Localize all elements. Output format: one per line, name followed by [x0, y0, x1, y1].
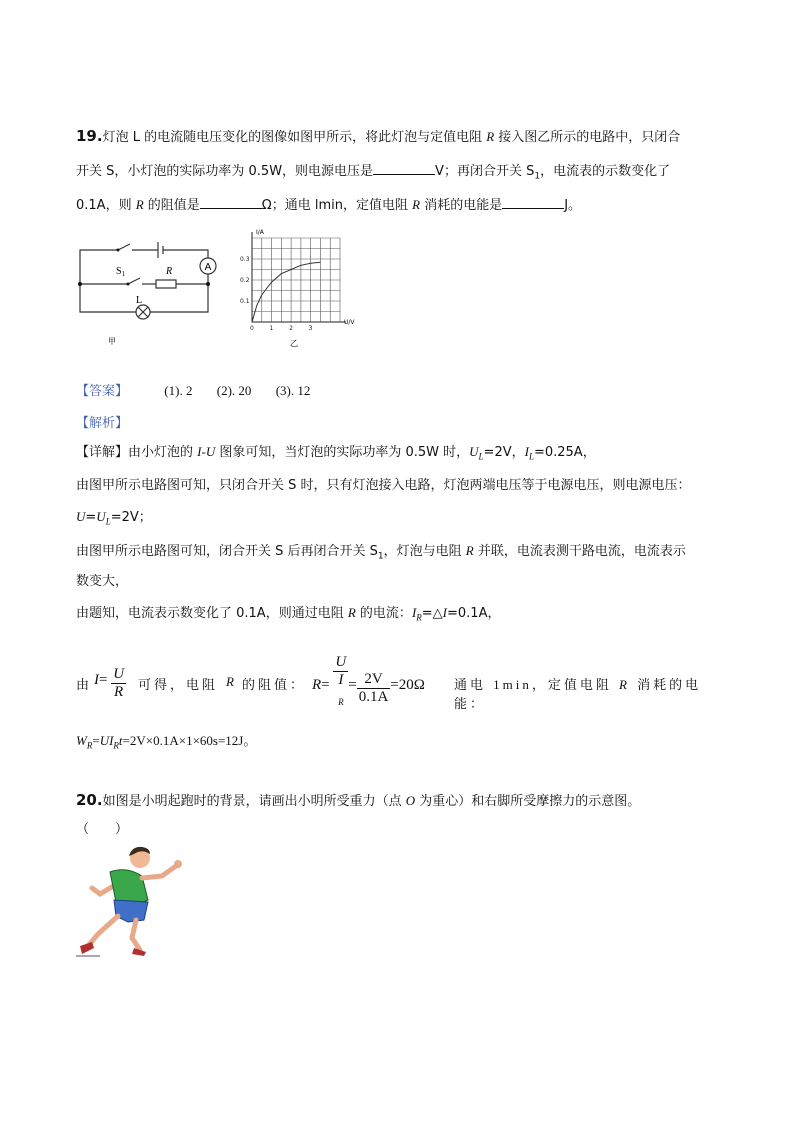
tick-label-y: 0.3 — [240, 256, 250, 263]
answer-line: 【答案】 (1). 2 (2). 20 (3). 12 — [76, 383, 311, 399]
q19-number: 19. — [76, 127, 103, 145]
iu-curve — [252, 262, 320, 322]
lamp-label: L — [136, 295, 143, 306]
analysis-p4: 由图甲所示电路图可知，闭合开关 S 后再闭合开关 $S_1$，灯泡与电阻 R 并联，电流表测干路电流，电流表示 — [76, 543, 686, 562]
q19-line2: 开关 S，小灯泡的实际功率为 0.5W，则电源电压是 V；再闭合开关 $S_1$，电流表的示数变化了 — [76, 164, 671, 182]
tick-label-origin: 0 — [250, 325, 254, 332]
q20-line1: 20.如图是小明起跑时的背景，请画出小明所受重力（点 O 为重心）和右脚所受摩擦力的示意图。 — [76, 791, 641, 809]
graph-ylabel: I/A — [256, 229, 264, 236]
s1-label: $S_1$ — [116, 266, 126, 278]
graph-xlabel: U/V — [344, 319, 355, 326]
formula-ohm: I= $\frac{U}{R}$ — [94, 666, 125, 700]
graph-axes — [252, 232, 346, 322]
tick-label-y: 0.1 — [240, 298, 250, 305]
answer-blank-3[interactable] — [502, 196, 564, 209]
analysis-p1: 【详解】由小灯泡的 I-U 图象可知，当灯泡的实际功率为 0.5W 时，$U_L=2V$，$I_L=0.25A$， — [76, 444, 596, 462]
tick-label-x: 2 — [289, 325, 293, 332]
resistor-label: R — [166, 266, 173, 277]
tick-label-y: 0.2 — [240, 277, 250, 284]
circuit-diagram — [70, 232, 220, 350]
q20-number: 20. — [76, 791, 103, 809]
answer-label: 【答案】 — [76, 384, 129, 399]
analysis-label: 【解析】 — [76, 416, 129, 431]
formula-resistance: R= U I $_R$ = $\frac{2V}{0.1A}$ =20Ω — [312, 654, 425, 707]
answer-blank-1[interactable] — [373, 162, 435, 175]
analysis-p8: $W_R=UI_Rt=2V\times 0.1A\times 1\times 60s=12J$。 — [76, 733, 257, 751]
answer-blank-2[interactable] — [200, 196, 262, 209]
graph-caption: 乙 — [290, 339, 298, 348]
analysis-p5: 数变大， — [76, 574, 129, 589]
tick-label-x: 3 — [308, 325, 313, 332]
analysis-p2: 由图甲所示电路图可知，只闭合开关 S 时，只有灯泡接入电路，灯泡两端电压等于电源电压，则电源电压： — [76, 478, 691, 493]
q20-paren: （ ） — [76, 822, 129, 837]
analysis-formula-line: 由 I= $\frac{U}{R}$ 可得，电阻 R 的阻值： R= U I $_R$ = $\frac{2V}{0.1A}$ =20Ω 通电 1min，定值电阻 R 消耗的电能： — [76, 654, 702, 712]
q19-line3: 0.1A，则 R 的阻值是 Ω；通电 lmin，定值电阻 R 消耗的电能是 J。 — [76, 197, 582, 213]
tick-label-x: 1 — [269, 325, 274, 332]
analysis-p3: $U=U_L=2V$； — [76, 509, 152, 527]
q19-line1: 19.灯泡 L 的电流随电压变化的图像如图甲所示，将此灯泡与定值电阻 R 接入图乙所示的电路中，只闭合 — [76, 127, 681, 145]
iu-graph — [238, 228, 368, 350]
ammeter-label: A — [204, 262, 212, 273]
running-boy-illustration — [70, 842, 190, 962]
circuit-caption: 甲 — [108, 337, 116, 346]
analysis-p6: 由题知，电流表示数变化了 0.1A，则通过电阻 R 的电流：$I_R=\triangle I=0.1A$， — [76, 605, 501, 623]
